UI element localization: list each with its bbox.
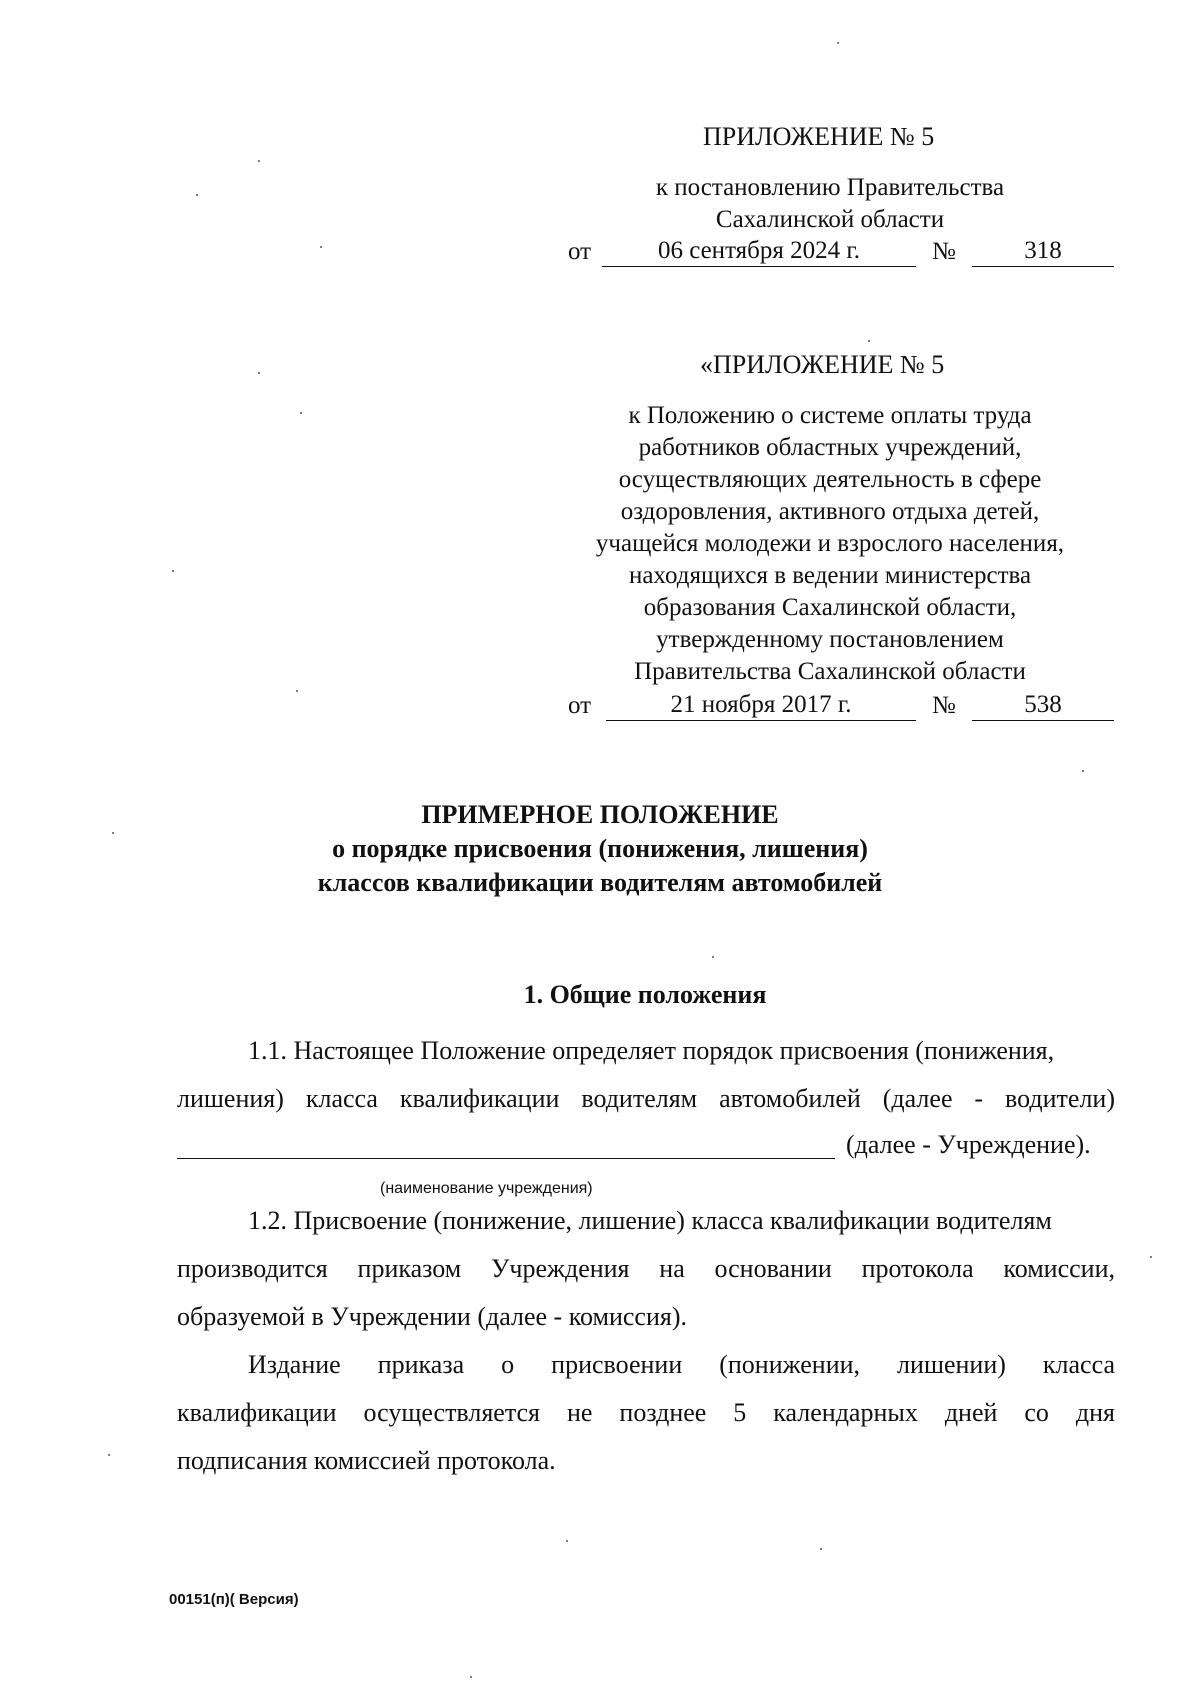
scan-speck [1150, 1256, 1152, 1258]
quote-line: оздоровления, активного отдыха детей, [620, 498, 1040, 525]
quote-from-label: от [568, 692, 592, 719]
scan-speck [837, 42, 839, 44]
scan-speck [300, 412, 302, 414]
scan-speck [820, 1548, 822, 1550]
doc-title-line-3: классов квалификации водителям автомобилей [317, 868, 883, 897]
quote-number-label: № [932, 692, 956, 719]
resolution-number: 318 [972, 236, 1114, 267]
quote-line: к Положению о системе оплаты труда [628, 402, 1032, 429]
doc-title-line-2: о порядке присвоения (понижения, лишения) [332, 834, 868, 863]
scan-speck [108, 1454, 110, 1456]
institution-name-caption: (наименование учреждения) [380, 1180, 593, 1197]
resolution-date: 06 сентября 2024 г. [602, 236, 916, 267]
quote-number: 538 [972, 690, 1114, 721]
paragraph-2-line-3: образуемой в Учреждении (далее - комиссия). [177, 1302, 687, 1331]
quote-line: осуществляющих деятельность в сфере [618, 466, 1042, 493]
scan-speck [112, 832, 114, 834]
quote-date: 21 ноября 2017 г. [606, 690, 916, 721]
resolution-line-2: Сахалинской области [715, 206, 945, 233]
scan-speck [712, 956, 714, 958]
paragraph-1-line-3-tail: (далее - Учреждение). [846, 1130, 1091, 1159]
quote-appendix-title: «ПРИЛОЖЕНИЕ № 5 [700, 350, 945, 379]
scan-speck [566, 1540, 568, 1542]
footer-code: 00151(п)( Версия) [169, 1591, 299, 1608]
quote-line: образования Сахалинской области, [643, 594, 1017, 621]
paragraph-2-line-2: производится приказом Учреждения на основании протокола комиссии, [177, 1254, 1115, 1283]
doc-title-line-1: ПРИМЕРНОЕ ПОЛОЖЕНИЕ [421, 800, 779, 829]
quote-line: Правительства Сахалинской области [634, 658, 1026, 685]
scan-speck [1082, 770, 1084, 772]
quote-line: утвержденному постановлением [656, 626, 1004, 653]
scan-speck [196, 194, 198, 196]
scan-speck [172, 570, 174, 572]
section-heading: 1. Общие положения [523, 980, 767, 1009]
scan-speck [320, 246, 322, 248]
resolution-line-1: к постановлению Правительства [655, 174, 1005, 201]
institution-name-blank [177, 1158, 835, 1159]
paragraph-1-line-2: лишения) класса квалификации водителям автомобилей (далее - водители) [177, 1084, 1115, 1113]
quote-line: работников областных учреждений, [638, 434, 1022, 461]
quote-line: учащейся молодежи и взрослого населения, [595, 530, 1065, 557]
paragraph-3-line-1: Издание приказа о присвоении (понижении, лишении) класса [248, 1350, 1115, 1379]
quote-line: находящихся в ведении министерства [628, 562, 1032, 589]
paragraph-1-line-1: 1.1. Настоящее Положение определяет порядок присвоения (понижения, [248, 1036, 1055, 1065]
number-label: № [932, 238, 956, 265]
scan-speck [258, 160, 260, 162]
paragraph-3-line-3: подписания комиссией протокола. [177, 1446, 556, 1475]
scan-speck [868, 340, 870, 342]
scan-speck [296, 690, 298, 692]
scan-speck [258, 372, 260, 374]
appendix-title: ПРИЛОЖЕНИЕ № 5 [703, 122, 935, 151]
paragraph-2-line-1: 1.2. Присвоение (понижение, лишение) класса квалификации водителям [248, 1206, 1052, 1235]
scan-speck [470, 1676, 472, 1678]
paragraph-3-line-2: квалификации осуществляется не позднее 5 календарных дней со дня [177, 1398, 1115, 1427]
from-label: от [568, 238, 592, 265]
